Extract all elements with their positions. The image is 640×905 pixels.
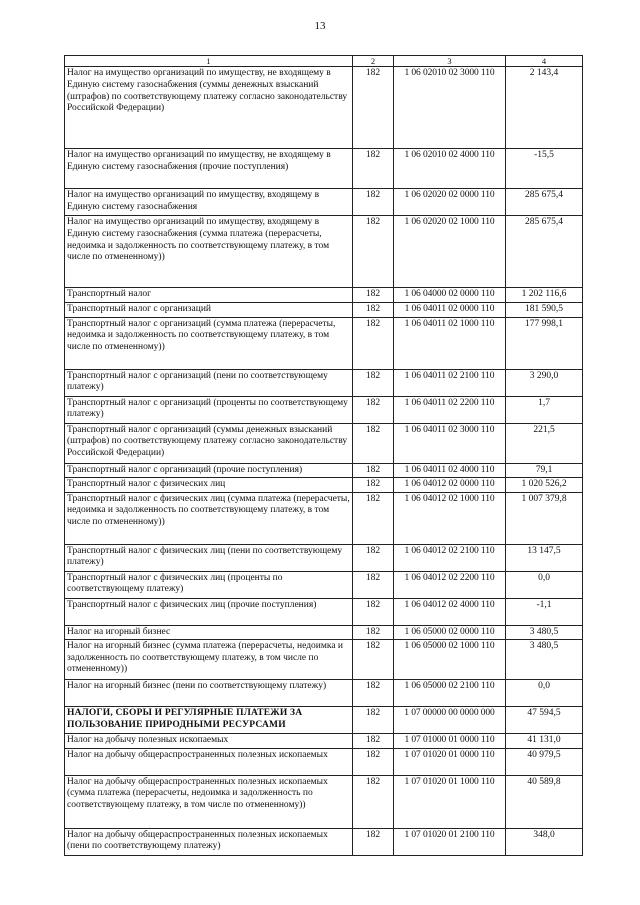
row-admin-code: 182 [353,625,394,640]
table-body [65,67,583,855]
table-row [65,67,583,149]
row-name: Налог на имущество организаций по имуществу, не входящему в Единую систему газоснабжения (прочие поступления) [65,149,353,189]
row-budget-code: 1 07 01000 01 0000 110 [394,734,506,749]
row-budget-code: 1 06 02010 02 3000 110 [394,67,506,149]
row-budget-code: 1 06 02020 02 0000 110 [394,189,506,216]
row-amount: 1,7 [506,396,583,423]
row-budget-code: 1 07 00000 00 0000 000 [394,707,506,734]
row-admin-code: 182 [353,67,394,149]
row-admin-code: 182 [353,748,394,775]
row-amount: 348,0 [506,828,583,855]
table-row [65,149,583,189]
row-name: Налог на имущество организаций по имуществу, входящему в Единую систему газоснабжения [65,189,353,216]
row-budget-code: 1 06 04011 02 2200 110 [394,396,506,423]
row-budget-code: 1 06 05000 02 2100 110 [394,680,506,707]
row-name: Транспортный налог с организаций (пени по соответствующему платежу) [65,369,353,396]
row-admin-code: 182 [353,317,394,369]
row-budget-code: 1 06 04011 02 3000 110 [394,423,506,463]
table-row [65,598,583,625]
column-header-name: 1 [65,56,353,67]
row-name: Налог на добычу полезных ископаемых [65,734,353,749]
row-budget-code: 1 06 04000 02 0000 110 [394,288,506,303]
row-amount: 221,5 [506,423,583,463]
row-budget-code: 1 06 05000 02 1000 110 [394,640,506,680]
row-amount: 40 979,5 [506,748,583,775]
row-name: Транспортный налог с физических лиц (прочие поступления) [65,598,353,625]
row-amount: 0,0 [506,571,583,598]
row-name: Налог на игорный бизнес (сумма платежа (перерасчеты, недоимка и задолженность по соответствующему платежу, в том числе по отмененному)) [65,640,353,680]
table-row [65,640,583,680]
table-row [65,734,583,749]
row-amount: 285 675,4 [506,189,583,216]
row-admin-code: 182 [353,369,394,396]
row-admin-code: 182 [353,680,394,707]
row-name: НАЛОГИ, СБОРЫ И РЕГУЛЯРНЫЕ ПЛАТЕЖИ ЗА ПОЛЬЗОВАНИЕ ПРИРОДНЫМИ РЕСУРСАМИ [65,707,353,734]
row-admin-code: 182 [353,463,394,478]
row-admin-code: 182 [353,423,394,463]
row-name: Транспортный налог с организаций [65,302,353,317]
row-amount: 177 998,1 [506,317,583,369]
table-row [65,317,583,369]
row-name: Транспортный налог с физических лиц (сумма платежа (перерасчеты, недоимка и задолженность по соответствующему платежу, в том числе по отмененному)) [65,492,353,544]
row-amount: 1 007 379,8 [506,492,583,544]
row-admin-code: 182 [353,775,394,828]
row-budget-code: 1 07 01020 01 1000 110 [394,775,506,828]
table-row [65,680,583,707]
row-budget-code: 1 06 05000 02 0000 110 [394,625,506,640]
row-admin-code: 182 [353,544,394,571]
row-amount: 3 290,0 [506,369,583,396]
row-budget-code: 1 07 01020 01 2100 110 [394,828,506,855]
table-row [65,492,583,544]
table-row [65,775,583,828]
table-row [65,302,583,317]
row-admin-code: 182 [353,478,394,493]
row-amount: -1,1 [506,598,583,625]
table-row [65,707,583,734]
row-name: Транспортный налог с физических лиц [65,478,353,493]
row-name: Налог на имущество организаций по имуществу, не входящему в Единую систему газоснабжения (суммы денежных взысканий (штрафов) по соответствующему платежу согласно законодательству Российской Федерации) [65,67,353,149]
revenue-table [64,55,583,856]
row-budget-code: 1 06 04011 02 0000 110 [394,302,506,317]
row-name: Транспортный налог с физических лиц (пени по соответствующему платежу) [65,544,353,571]
row-name: Налог на добычу общераспространенных полезных ископаемых [65,748,353,775]
table-header-row [65,56,583,67]
row-budget-code: 1 06 04011 02 4000 110 [394,463,506,478]
row-amount: 41 131,0 [506,734,583,749]
table-row [65,288,583,303]
row-budget-code: 1 06 04012 02 0000 110 [394,478,506,493]
row-amount: 0,0 [506,680,583,707]
row-amount: 40 589,8 [506,775,583,828]
row-admin-code: 182 [353,189,394,216]
row-amount: 2 143,4 [506,67,583,149]
row-budget-code: 1 06 04011 02 1000 110 [394,317,506,369]
row-admin-code: 182 [353,149,394,189]
table-row [65,423,583,463]
row-admin-code: 182 [353,216,394,288]
row-admin-code: 182 [353,707,394,734]
row-admin-code: 182 [353,640,394,680]
row-name: Транспортный налог с организаций (прочие поступления) [65,463,353,478]
row-amount: 3 480,5 [506,625,583,640]
row-name: Транспортный налог [65,288,353,303]
table-row [65,571,583,598]
table-row [65,369,583,396]
row-amount: 1 202 116,6 [506,288,583,303]
row-amount: 1 020 526,2 [506,478,583,493]
row-amount: 79,1 [506,463,583,478]
row-budget-code: 1 06 04012 02 1000 110 [394,492,506,544]
row-budget-code: 1 06 04011 02 2100 110 [394,369,506,396]
table-row [65,625,583,640]
row-budget-code: 1 06 04012 02 4000 110 [394,598,506,625]
row-amount: 13 147,5 [506,544,583,571]
row-budget-code: 1 06 02010 02 4000 110 [394,149,506,189]
row-name: Налог на добычу общераспространенных полезных ископаемых (пени по соответствующему платежу) [65,828,353,855]
row-admin-code: 182 [353,396,394,423]
table-row [65,748,583,775]
column-header-amount: 4 [506,56,583,67]
column-header-code: 3 [394,56,506,67]
row-name: Транспортный налог с физических лиц (проценты по соответствующему платежу) [65,571,353,598]
row-name: Налог на игорный бизнес (пени по соответствующему платежу) [65,680,353,707]
row-budget-code: 1 07 01020 01 0000 110 [394,748,506,775]
row-name: Налог на добычу общераспространенных полезных ископаемых (сумма платежа (перерасчеты, недоимка и задолженность по соответствующему платежу, в том числе по отмененному)) [65,775,353,828]
row-name: Транспортный налог с организаций (суммы денежных взысканий (штрафов) по соответствующему платежу согласно законодательству Российской Федерации) [65,423,353,463]
page-number: 13 [314,20,326,32]
table-row [65,396,583,423]
row-admin-code: 182 [353,302,394,317]
table-row [65,463,583,478]
row-budget-code: 1 06 04012 02 2200 110 [394,571,506,598]
row-admin-code: 182 [353,492,394,544]
row-admin-code: 182 [353,571,394,598]
row-amount: 47 594,5 [506,707,583,734]
table-row [65,828,583,855]
row-amount: -15,5 [506,149,583,189]
table-row [65,216,583,288]
row-admin-code: 182 [353,598,394,625]
table-row [65,478,583,493]
row-name: Налог на игорный бизнес [65,625,353,640]
table-row [65,544,583,571]
column-header-admin: 2 [353,56,394,67]
row-budget-code: 1 06 02020 02 1000 110 [394,216,506,288]
row-name: Транспортный налог с организаций (сумма платежа (перерасчеты, недоимка и задолженность по соответствующему платежу, в том числе по отмененному)) [65,317,353,369]
row-name: Налог на имущество организаций по имуществу, входящему в Единую систему газоснабжения (сумма платежа (перерасчеты, недоимка и задолженность по соответствующему платежу, в том числе по отмененному)) [65,216,353,288]
row-admin-code: 182 [353,288,394,303]
row-admin-code: 182 [353,734,394,749]
row-name: Транспортный налог с организаций (проценты по соответствующему платежу) [65,396,353,423]
row-budget-code: 1 06 04012 02 2100 110 [394,544,506,571]
table-row [65,189,583,216]
row-admin-code: 182 [353,828,394,855]
row-amount: 285 675,4 [506,216,583,288]
row-amount: 3 480,5 [506,640,583,680]
row-amount: 181 590,5 [506,302,583,317]
